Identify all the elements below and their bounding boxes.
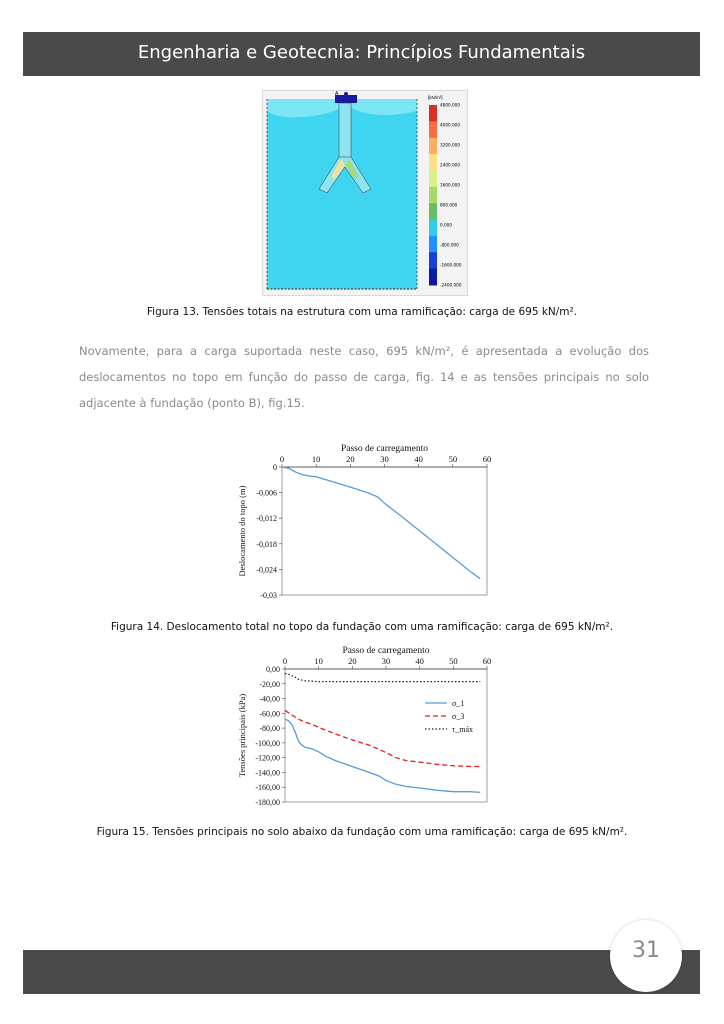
plot-frame <box>282 467 487 595</box>
scale-label: -2400.000 <box>440 282 462 288</box>
page-header <box>23 32 700 76</box>
y-tick-label: -20,00 <box>259 679 280 689</box>
x-tick-label: 20 <box>348 656 357 666</box>
y-tick-label: -0,03 <box>260 591 277 600</box>
scale-label: -1600.000 <box>440 262 462 268</box>
series-line-3 <box>285 673 480 681</box>
scale-swatch <box>429 187 437 204</box>
page-number-badge <box>610 920 682 992</box>
scale-label: 4800.000 <box>440 102 460 108</box>
y-tick-label: -160,00 <box>255 783 280 793</box>
series-line-1 <box>285 719 480 792</box>
y-tick-label: -0,012 <box>256 514 277 524</box>
figure-15-caption: Figura 15. Tensões principais no solo abaixo da fundação com uma ramificação: carga de 695 kN/m². <box>96 826 628 838</box>
y-axis-label: Deslocamento do topo (m) <box>237 485 247 577</box>
scale-swatch <box>429 220 437 237</box>
color-scale-bar <box>429 103 462 288</box>
scale-swatch <box>429 105 437 122</box>
legend-label: σ_3 <box>452 712 465 721</box>
x-tick-label: 40 <box>414 454 423 464</box>
scale-label: 1600.000 <box>440 182 460 188</box>
figure-14-caption: Figura 14. Deslocamento total no topo da fundação com uma ramificação: carga de 695 kN/m². <box>110 621 614 633</box>
y-tick-label: 0 <box>273 463 277 472</box>
y-tick-label: -0,018 <box>256 539 277 549</box>
x-tick-label: 40 <box>415 656 424 666</box>
y-tick-label: -0,006 <box>256 488 277 498</box>
y-tick-label: -180,00 <box>255 798 280 807</box>
x-tick-label: 0 <box>279 454 285 464</box>
scale-label: 800.000 <box>440 202 458 208</box>
x-tick-label: 10 <box>314 656 323 666</box>
scale-swatch <box>429 170 437 187</box>
scale-swatch <box>429 121 437 138</box>
page-footer <box>23 950 700 994</box>
x-tick-label: 60 <box>482 656 492 666</box>
legend-label: σ_1 <box>452 699 465 708</box>
body-paragraph: Novamente, para a carga suportada neste caso, 695 kN/m², é apresentada a evolução dos deslocamentos no topo em função do passo de carga, fig. 14 e as tensões principais no solo adjacente à fundação (ponto B), fig.15. <box>79 344 649 410</box>
series-line-2 <box>285 710 480 766</box>
series-line-1 <box>282 467 480 579</box>
page-number: 31 <box>632 938 660 963</box>
scale-swatch <box>429 154 437 171</box>
x-tick-label: 30 <box>380 454 389 464</box>
scale-swatch <box>429 138 437 155</box>
point-a-label: A <box>335 91 339 97</box>
scale-label: 0.000 <box>440 222 452 228</box>
chart-title: Passo de carregamento <box>340 444 429 454</box>
scale-label: 4000.000 <box>440 122 460 128</box>
y-tick-label: 0,00 <box>266 665 280 674</box>
x-tick-label: 60 <box>482 454 492 464</box>
scale-label: 2400.000 <box>440 162 460 168</box>
figure-14-chart <box>235 444 505 612</box>
legend-label: τ_máx <box>452 725 473 734</box>
scale-label: -800.000 <box>440 242 459 248</box>
x-tick-label: 50 <box>449 656 458 666</box>
y-tick-label: -80,00 <box>259 724 280 734</box>
figure-13-stress-contour <box>262 90 468 296</box>
y-tick-label: -100,00 <box>255 738 280 748</box>
y-tick-label: -140,00 <box>255 768 280 778</box>
y-axis-label: Tensões principais (kPa) <box>237 693 247 778</box>
header-title: Engenharia e Geotecnia: Princípios Fundamentais <box>137 42 586 63</box>
chart-title: Passo de carregamento <box>342 646 430 656</box>
x-tick-label: 10 <box>311 454 321 464</box>
load-point <box>344 92 348 96</box>
plot-frame <box>285 669 487 802</box>
pile-shaft <box>339 103 351 161</box>
scale-swatch <box>429 252 437 269</box>
scale-swatch <box>429 269 437 286</box>
y-tick-label: -60,00 <box>259 709 280 719</box>
figure-15-chart <box>235 646 505 808</box>
scale-swatch <box>429 236 437 253</box>
x-tick-label: 20 <box>346 454 355 464</box>
x-tick-label: 50 <box>448 454 458 464</box>
y-tick-label: -40,00 <box>259 694 280 704</box>
figure-13-caption: Figura 13. Tensões totais na estrutura com uma ramificação: carga de 695 kN/m². <box>146 306 578 318</box>
x-tick-label: 0 <box>282 656 288 666</box>
scale-swatch <box>429 203 437 220</box>
y-tick-label: -120,00 <box>255 753 280 763</box>
scale-unit: [kN/m²] <box>428 95 443 100</box>
stress-contour-image <box>263 91 467 295</box>
y-tick-label: -0,024 <box>256 565 277 575</box>
x-tick-label: 30 <box>381 656 391 666</box>
scale-label: 3200.000 <box>440 142 460 148</box>
